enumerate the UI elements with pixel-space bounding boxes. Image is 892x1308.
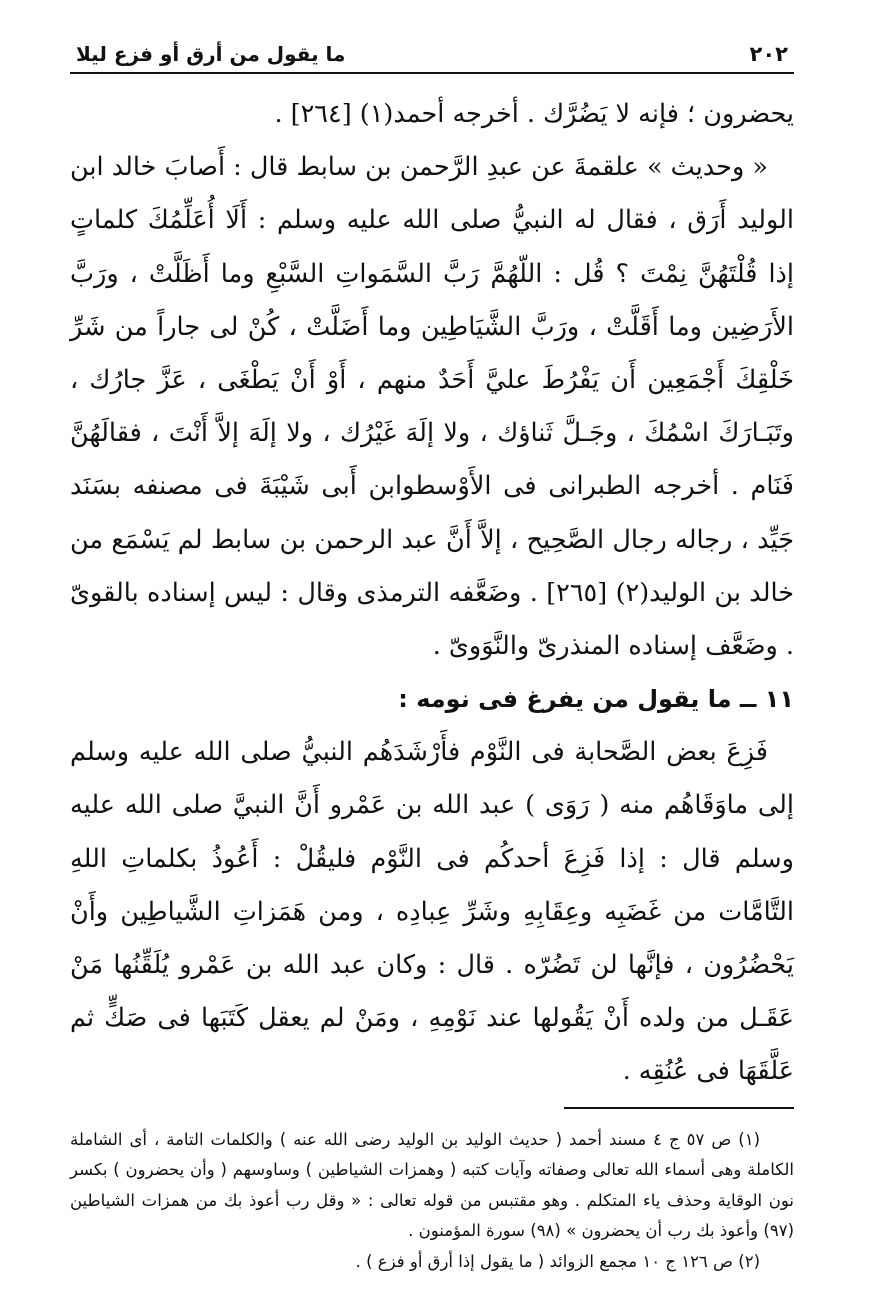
paragraph-1: يحضرون ؛ فإنه لا يَضُرَّك . أخرجه أحمد(١) [٢٦٤] . xyxy=(274,99,794,129)
footnote-separator xyxy=(564,1107,794,1109)
running-title: ما يقول من أرق أو فزع ليلا xyxy=(76,42,346,66)
footnote-1: (١) ص ٥٧ ج ٤ مسند أحمد ( حديث الوليد بن الوليد رضى الله عنه ) والكلمات التامة ، أى الشاملة الكاملة وهى أسماء الله تعالى وصفاته وآيات كتبه ( وهمزات الشياطين ) وساوسهم ( وأن يحضرون ) بكسر نون الوقاية وحذف ياء المتكلم . وهو مقتبس من قوله تعالى : « وقل رب أعوذ بك من همزات الشياطين (٩٧) وأعوذ بك رب أن يحضرون » (٩٨) سورة المؤمنون . xyxy=(70,1129,794,1241)
page-header xyxy=(70,42,794,74)
page-number: ٢٠٢ xyxy=(749,42,788,66)
footnotes xyxy=(70,1125,794,1278)
main-text xyxy=(70,88,794,1099)
paragraph-2: « وحديث » علقمةَ عن عبدِ الرَّحمن بن سابط قال : أَصابَ خالد ابن الوليد أَرَق ، فقال له النبيُّ صلى الله عليه وسلم : أَلَا أُعَلِّمُكَ كلماتٍ إذا قُلْتَهُنَّ نِمْتَ ؟ قُل : اللّهُمَّ رَبَّ السَّمَواتِ السَّبْعِ وما أَظَلَّتْ ، ورَبَّ الأَرَضِين وما أَقَلَّتْ ، ورَبَّ الشَّيَاطِين وما أَضَلَّتْ ، كُنْ لى جاراً من شَرِّ خَلْقِكَ أَجْمَعِين أَن يَفْرُطَ عليَّ أَحَدٌ منهم ، أَوْ أَنْ يَطْغَى ، عَزَّ جارُك ، وتَبَـارَكَ اسْمُكَ ، وجَـلَّ ثَناؤك ، ولا إلَهَ غَيْرُك ، ولا إلَهَ إلاَّ أَنْتَ ، فقالَهُنَّ فَنَام . أخرجه الطبرانى فى الأَوْسطوابن أَبى شَيْبَةَ فى مصنفه بسَنَد جَيِّد ، رجاله رجال الصَّحِيح ، إلاَّ أَنَّ عبد الرحمن بن سابط لم يَسْمَع من خالد بن الوليد(٢) [٢٦٥] . وضَعَّفه الترمذى وقال : ليس إسناده بالقوىّ . وضَعَّف إسناده المنذرىّ والنَّوَوىّ . xyxy=(70,152,794,662)
footnote-2: (٢) ص ١٢٦ ج ١٠ مجمع الزوائد ( ما يقول إذا أرق أو فزع ) . xyxy=(355,1251,760,1271)
section-heading: ١١ ــ ما يقول من يفرغ فى نومه : xyxy=(398,685,794,714)
paragraph-3: فَزِعَ بعض الصَّحابة فى النَّوْم فأَرْشَدَهُم النبيُّ صلى الله عليه وسلم إلى ماوَقَاهُم منه ( رَوَى ) عبد الله بن عَمْرو أَنَّ النبيَّ صلى الله عليه وسلم قال : إذا فَزِعَ أحدكُم فى النَّوْم فليقُلْ : أَعُوذُ بكلماتِ اللهِ التَّامَّات من غَضَبِه وعِقَابِهِ وشَرِّ عِبادِه ، ومن هَمَزاتِ الشَّياطِين وأَنْ يَحْضُرُون ، فإنَّها لن تَضُرّه . قال : وكان عبد الله بن عَمْرو يُلَقِّنُها مَنْ عَقَـل من ولده أَنْ يَقُولها عند نَوْمِهِ ، ومَنْ لم يعقل كَتَبَها فى صَكٍّ ثم عَلَّقَهَا فى عُنُقِه . xyxy=(70,737,794,1087)
